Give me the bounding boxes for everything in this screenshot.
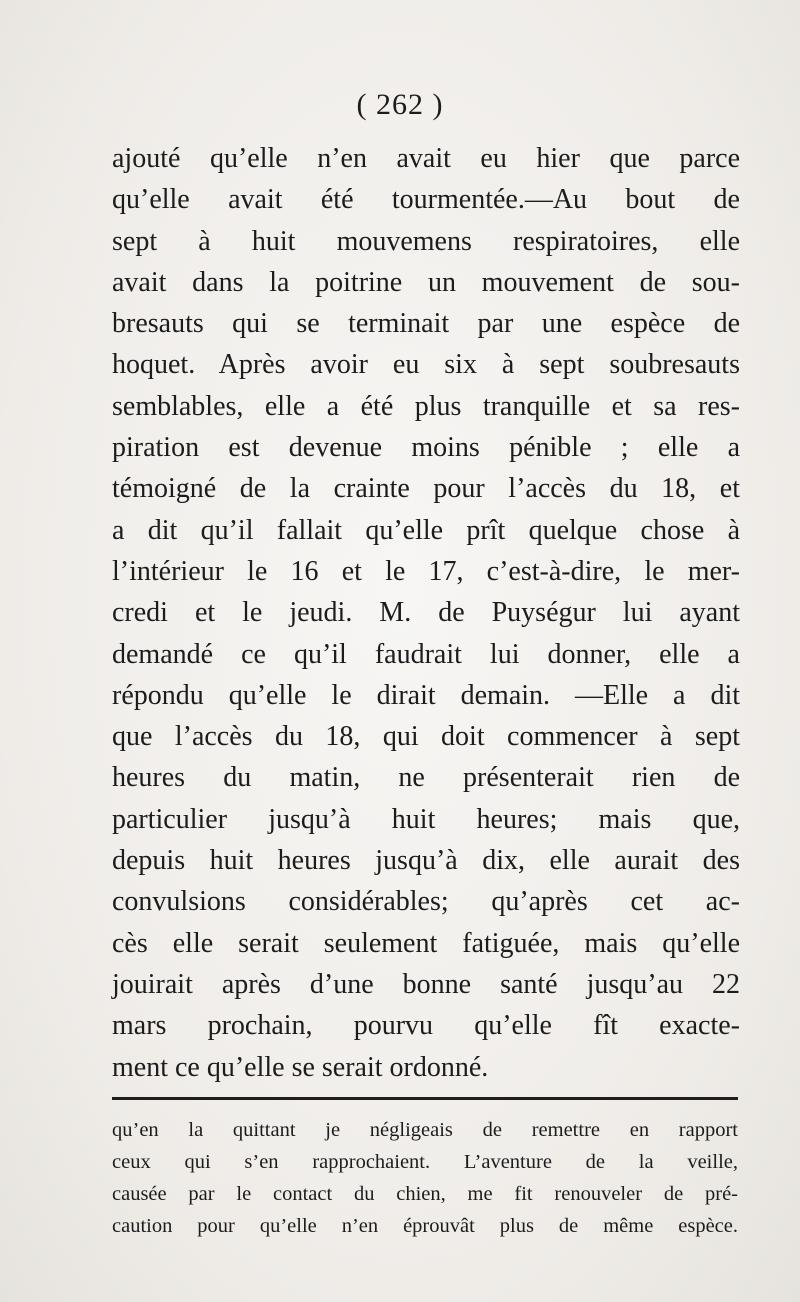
footnote <box>112 1114 738 1242</box>
footnote-line: qu’en la quittant je négligeais de remettre en rapport <box>112 1119 738 1141</box>
text-line: avait dans la poitrine un mouvement de sou- <box>112 266 740 298</box>
text-line: ajouté qu’elle n’en avait eu hier que parce <box>112 143 740 174</box>
text-line: piration est devenue moins pénible ; elle a <box>112 432 740 464</box>
text-line: que l’accès du 18, qui doit commencer à sept <box>112 721 740 753</box>
text-line: particulier jusqu’à huit heures; mais que, <box>112 803 740 835</box>
text-line: mars prochain, pourvu qu’elle fît exacte- <box>112 1010 740 1042</box>
text-line: répondu qu’elle le dirait demain. —Elle a dit <box>112 679 740 711</box>
text-line: qu’elle avait été tourmentée.—Au bout de <box>112 184 740 216</box>
text-line: heures du matin, ne présenterait rien de <box>112 762 740 794</box>
text-line: depuis huit heures jusqu’à dix, elle aurait des <box>112 845 740 877</box>
text-line: sept à huit mouvemens respiratoires, elle <box>112 225 740 257</box>
page-number: ( 262 ) <box>356 88 444 121</box>
text-line: l’intérieur le 16 et le 17, c’est-à-dire, le mer- <box>112 555 740 587</box>
text-line: témoigné de la crainte pour l’accès du 18, et <box>112 473 740 505</box>
footnote-line: causée par le contact du chien, me fit renouveler de pré- <box>112 1183 738 1205</box>
text-line: credi et le jeudi. M. de Puységur lui ayant <box>112 597 740 629</box>
footnote-divider <box>112 1097 738 1100</box>
text-line: bresauts qui se terminait par une espèce de <box>112 308 740 340</box>
text-line: hoquet. Après avoir eu six à sept soubresauts <box>112 349 740 381</box>
text-line: jouirait après d’une bonne santé jusqu’au 22 <box>112 968 740 1000</box>
text-line: demandé ce qu’il faudrait lui donner, elle a <box>112 638 740 670</box>
text-line: cès elle serait seulement fatiguée, mais qu’elle <box>112 927 740 959</box>
text-line: ment ce qu’elle se serait ordonné. <box>112 1051 489 1083</box>
text-line: convulsions considérables; qu’après cet ac- <box>112 886 740 918</box>
text-line: semblables, elle a été plus tranquille et sa res- <box>112 390 740 422</box>
text-line: a dit qu’il fallait qu’elle prît quelque chose à <box>112 514 740 546</box>
footnote-line: ceux qui s’en rapprochaient. L’aventure de la veille, <box>112 1151 738 1173</box>
footnote-line: caution pour qu’elle n’en éprouvât plus de même espèce. <box>112 1215 738 1237</box>
body-text <box>112 138 740 1088</box>
